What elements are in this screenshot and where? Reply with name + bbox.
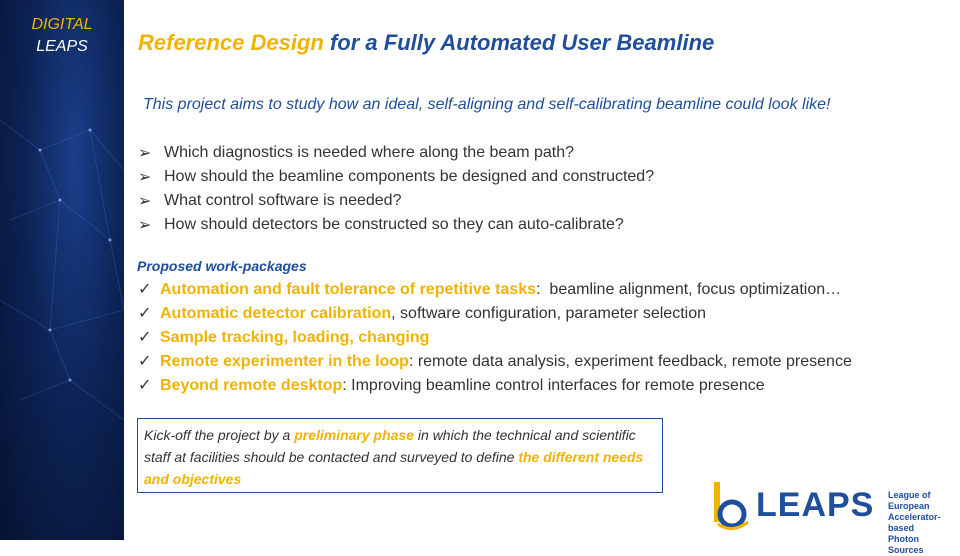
leaps-logo — [708, 478, 948, 555]
work-packages-heading: Proposed work-packages — [137, 258, 307, 274]
work-package-emphasis: Sample tracking, loading, changing — [160, 329, 430, 346]
callout-text-2: in which the technical and scientific staff at facilities should be contacted and surveyed to define — [144, 427, 636, 465]
question-text: Which diagnostics is needed where along the beam path? — [164, 144, 575, 161]
arrow-bullet-icon: ➢ — [138, 191, 152, 210]
list-item — [138, 374, 852, 398]
list-item — [138, 302, 852, 326]
arrow-bullet-icon: ➢ — [138, 215, 152, 234]
leaps-label: LEAPS — [36, 38, 88, 55]
work-package-text: : remote data analysis, experiment feedback, remote presence — [408, 353, 852, 370]
work-package-emphasis: Automatic detector calibration — [160, 305, 392, 322]
list-item — [138, 326, 852, 350]
check-bullet-icon: ✓ — [138, 329, 152, 346]
check-bullet-icon: ✓ — [138, 353, 152, 370]
check-bullet-icon: ✓ — [138, 305, 152, 322]
digital-leaps-label — [0, 14, 124, 58]
work-package-text: : Improving beamline control interfaces for remote presence — [342, 377, 765, 394]
question-text: How should detectors be constructed so they can auto-calibrate? — [164, 216, 624, 233]
callout-text-1: Kick-off the project by a — [144, 427, 295, 443]
logo-subtitle-line: Photon Sources — [888, 534, 924, 555]
work-package-emphasis: Beyond remote desktop — [160, 377, 343, 394]
logo-subtitle-line: Accelerator-based — [888, 512, 941, 533]
intro-text: This project aims to study how an ideal, self-aligning and self-calibrating beamline could look like! — [143, 96, 831, 113]
logo-subtitle-line: League of European — [888, 490, 931, 511]
work-package-list — [138, 278, 852, 398]
work-package-emphasis: Automation and fault tolerance of repetitive tasks — [160, 281, 537, 298]
arrow-bullet-icon: ➢ — [138, 167, 152, 186]
callout-emphasis-2: the different needs and objectives — [144, 449, 644, 487]
work-package-emphasis: Remote experimenter in the loop — [160, 353, 409, 370]
leaps-mark-icon — [708, 478, 754, 534]
digital-label: DIGITAL — [31, 16, 93, 33]
work-package-text: : beamline alignment, focus optimization… — [536, 281, 842, 298]
logo-subtitle — [888, 490, 948, 556]
title-rest: for a Fully Automated User Beamline — [323, 30, 715, 55]
list-item — [138, 189, 654, 213]
check-bullet-icon: ✓ — [138, 281, 152, 298]
slide-title — [138, 30, 714, 56]
kickoff-callout-box — [137, 418, 663, 493]
arrow-bullet-icon: ➢ — [138, 143, 152, 162]
title-highlight: Reference Design — [138, 30, 324, 55]
question-text: What control software is needed? — [164, 192, 402, 209]
list-item — [138, 141, 654, 165]
list-item — [138, 165, 654, 189]
network-background-graphic — [0, 0, 124, 540]
check-bullet-icon: ✓ — [138, 377, 152, 394]
question-list — [138, 141, 654, 237]
list-item — [138, 278, 852, 302]
list-item — [138, 350, 852, 374]
question-text: How should the beamline components be designed and constructed? — [164, 168, 655, 185]
logo-wordmark: LEAPS — [756, 486, 875, 524]
work-package-text: , software configuration, parameter selection — [391, 305, 706, 322]
sidebar-panel — [0, 0, 124, 540]
list-item — [138, 213, 654, 237]
callout-emphasis-1: preliminary phase — [294, 427, 415, 443]
